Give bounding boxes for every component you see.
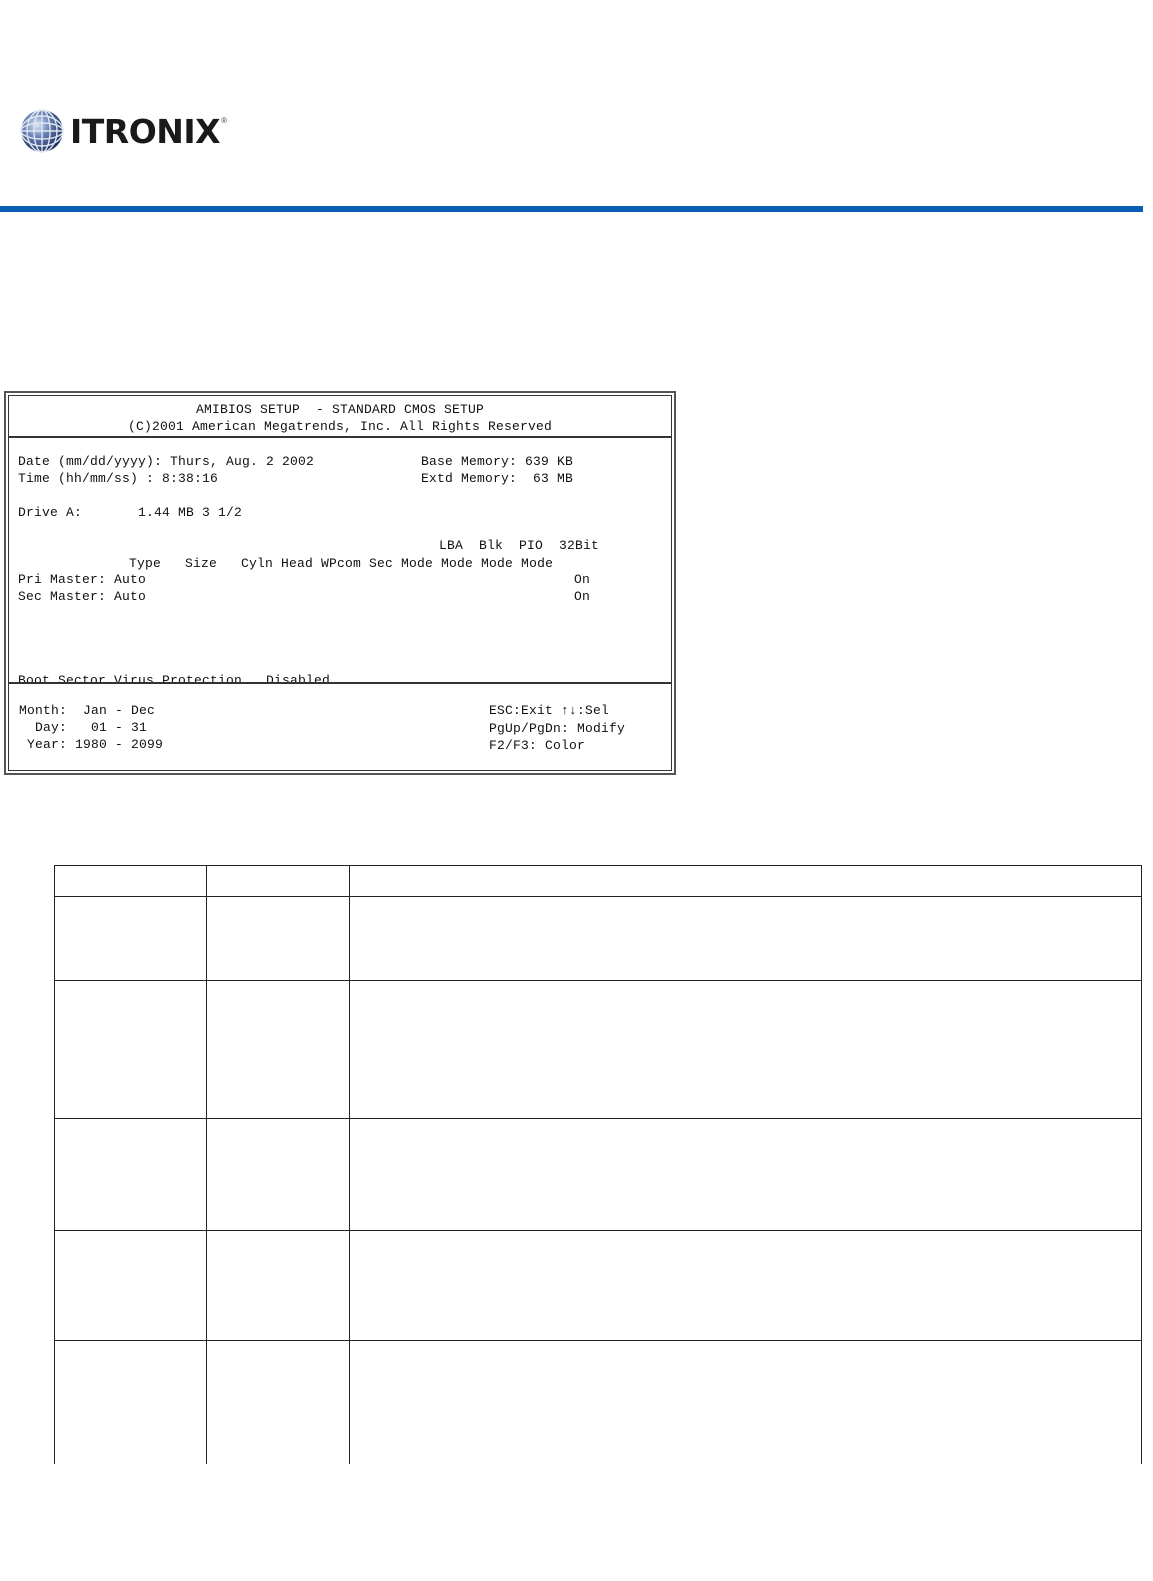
bios-frame — [8, 395, 672, 771]
column-header-top: LBA Blk PIO 32Bit — [439, 538, 600, 553]
bios-footer — [9, 682, 671, 770]
sec-master-row: Sec Master: Auto — [18, 589, 147, 604]
base-memory: Base Memory: 639 KB — [421, 454, 574, 469]
table-cell — [207, 1119, 350, 1231]
day-range: Day: 01 - 31 — [19, 720, 148, 735]
header-rule — [0, 206, 1143, 212]
itronix-logo — [18, 106, 227, 156]
arrows-icon: ↑↓ — [561, 703, 578, 718]
table-cell — [55, 1231, 207, 1341]
boot-sector-protection: Boot Sector Virus Protection Disabled — [18, 673, 331, 688]
table-row — [55, 1231, 1142, 1341]
table-cell — [350, 897, 1142, 981]
extd-memory: Extd Memory: 63 MB — [421, 471, 574, 486]
year-range: Year: 1980 - 2099 — [19, 737, 164, 752]
table-cell — [207, 1341, 350, 1471]
table-cell — [55, 866, 207, 897]
time-field: Time (hh/mm/ss) : 8:38:16 — [18, 471, 219, 486]
settings-table — [54, 865, 1142, 1471]
table-cell — [350, 1341, 1142, 1471]
table-cell — [207, 866, 350, 897]
table-cell — [55, 1341, 207, 1471]
registered-mark: ® — [221, 116, 227, 125]
drive-a-field: Drive A: 1.44 MB 3 1/2 — [18, 505, 243, 520]
bios-header — [9, 396, 671, 438]
table-cell — [55, 1119, 207, 1231]
pri-master-32bit: On — [574, 572, 591, 587]
table-cell — [350, 981, 1142, 1119]
sel-label: :Sel — [577, 703, 610, 718]
table-cell — [207, 897, 350, 981]
table-row — [55, 1341, 1142, 1471]
table-header-row — [55, 866, 1142, 897]
key-color-help: F2/F3: Color — [489, 738, 586, 753]
esc-label: ESC:Exit — [489, 703, 562, 718]
brand-name: ITRONIX — [70, 111, 221, 151]
table-row — [55, 1119, 1142, 1231]
globe-icon — [18, 107, 66, 155]
bios-screenshot — [4, 391, 676, 775]
table-cell — [350, 866, 1142, 897]
table-cell — [55, 981, 207, 1119]
table-cell — [350, 1119, 1142, 1231]
sec-master-32bit: On — [574, 589, 591, 604]
table-row — [55, 897, 1142, 981]
table-cell — [207, 981, 350, 1119]
key-esc-help — [489, 703, 609, 719]
bios-title: AMIBIOS SETUP - STANDARD CMOS SETUP — [195, 402, 485, 417]
bios-copyright: (C)2001 American Megatrends, Inc. All Rights Reserved — [127, 419, 553, 434]
month-range: Month: Jan - Dec — [19, 703, 156, 718]
table-cell — [55, 897, 207, 981]
column-header: Type Size Cyln Head WPcom Sec Mode Mode Mode Mode — [129, 556, 554, 571]
date-field: Date (mm/dd/yyyy): Thurs, Aug. 2 2002 — [18, 454, 315, 469]
page-bottom — [0, 1464, 1153, 1581]
pri-master-row: Pri Master: Auto — [18, 572, 147, 587]
key-pg-help: PgUp/PgDn: Modify — [489, 721, 626, 736]
table-row — [55, 981, 1142, 1119]
table-cell — [207, 1231, 350, 1341]
table-cell — [350, 1231, 1142, 1341]
